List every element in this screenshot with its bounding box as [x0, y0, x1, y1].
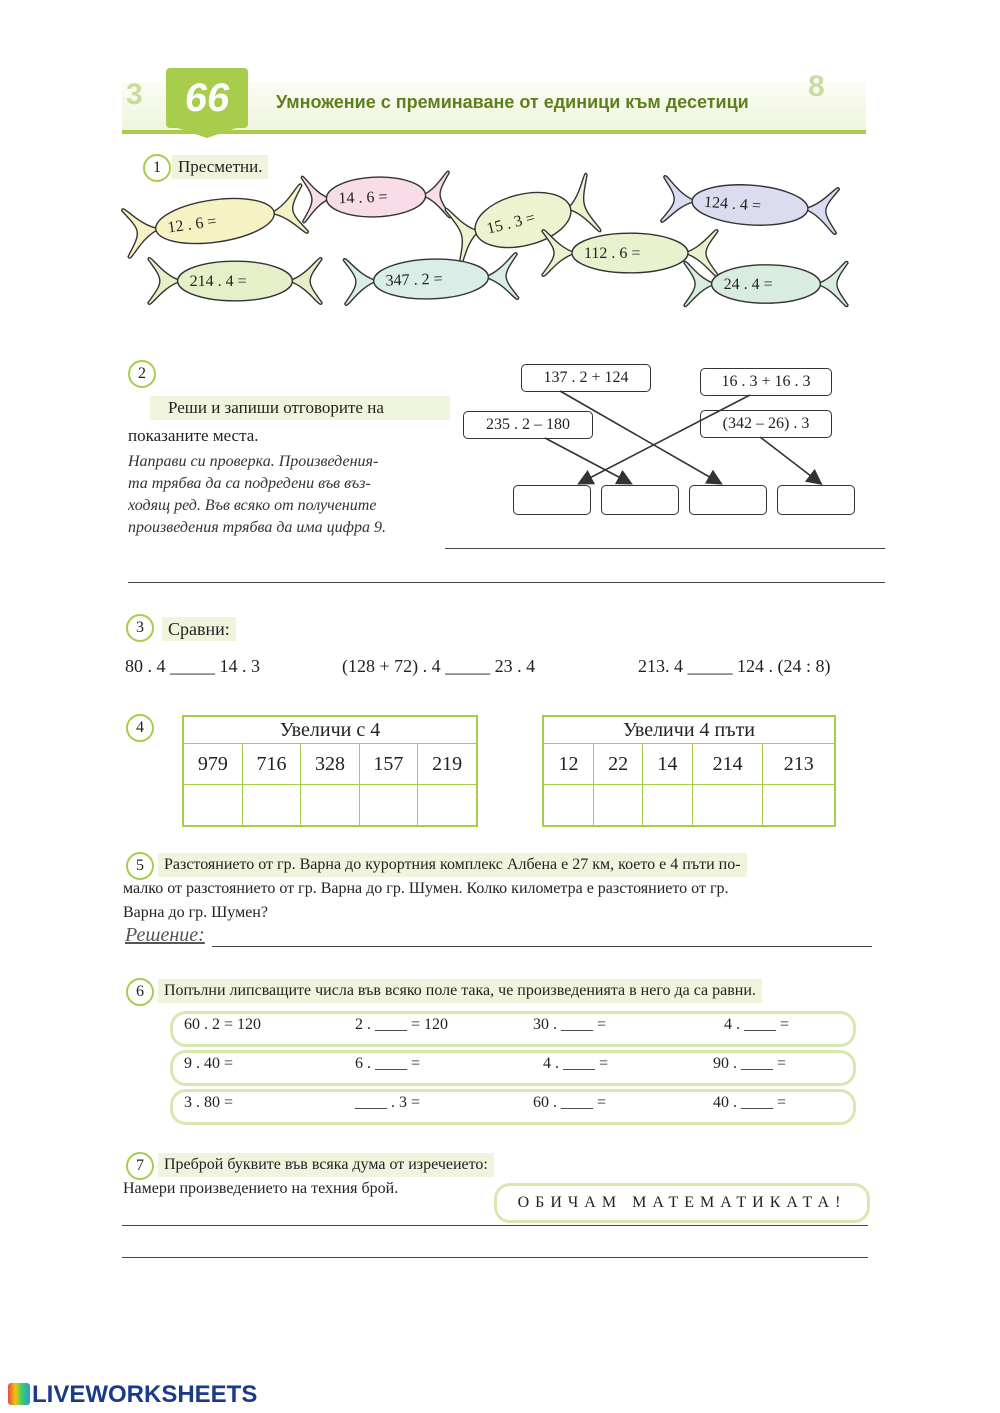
- decorative-digits: 3: [126, 78, 143, 111]
- exercise-2-hint-3: ходящ ред. Във всяко от получените: [128, 497, 377, 514]
- table-increase-4-times: [542, 715, 836, 827]
- exercise-5-line-2: малко от разстоянието от гр. Варна до гр. Шумен. Колко километра е разстоянието от гр.: [123, 880, 729, 897]
- exercise-7-number: 7: [126, 1152, 154, 1180]
- table2-cell: 14: [643, 744, 692, 785]
- equation: 9 . 40 =: [184, 1055, 234, 1072]
- liveworksheets-logo: [8, 1381, 257, 1409]
- table2-answer-cell[interactable]: [692, 785, 763, 827]
- table1-answer-cell[interactable]: [183, 785, 242, 827]
- compare-item-3: 213. 4 _____ 124 . (24 : 8): [638, 656, 831, 676]
- equation: 2 . ____ = 120: [355, 1016, 449, 1033]
- exercise-6-number: 6: [126, 978, 154, 1006]
- equation: 4 . ____ =: [543, 1055, 609, 1072]
- table1-cell: 157: [359, 744, 417, 785]
- table2-cell: 22: [593, 744, 642, 785]
- table-increase-by-4: [182, 715, 478, 827]
- answer-line[interactable]: [122, 1225, 868, 1226]
- decorative-digits-right: 8: [808, 70, 825, 103]
- candy-expression: 124 . 4 =: [703, 193, 762, 215]
- table1-answer-cell[interactable]: [242, 785, 300, 827]
- candy-expression: 24 . 4 =: [723, 276, 773, 293]
- exercise-5-line-1: Разстоянието от гр. Варна до курортния комплекс Албена е 27 км, което е 4 пъти по-: [158, 853, 747, 877]
- exercise-1-instruction: Пресметни.: [172, 155, 268, 179]
- lesson-title: Умножение с преминаване от единици към десетици: [276, 92, 749, 112]
- candy-expression: 347 . 2 =: [385, 270, 443, 290]
- table2-title: Увеличи 4 пъти: [543, 716, 835, 744]
- answer-line[interactable]: [128, 582, 885, 583]
- phrase-box: ОБИЧАМ МАТЕМАТИКАТА!: [494, 1183, 870, 1223]
- table1-cell: 979: [183, 744, 242, 785]
- exercise-5-line-3: Варна до гр. Шумен?: [123, 904, 268, 921]
- table2-answer-cell[interactable]: [543, 785, 593, 827]
- lesson-number: 66: [166, 68, 248, 128]
- candy-expression: 112 . 6 =: [584, 245, 641, 262]
- expression-box-4: (342 – 26) . 3: [700, 410, 832, 438]
- exercise-2-instruction: Реши и запиши отговорите на: [150, 396, 450, 420]
- equation: 40 . ____ =: [713, 1094, 787, 1111]
- arrow-3: [545, 438, 630, 483]
- exercise-2-number: 2: [128, 360, 156, 388]
- compare-item-2: (128 + 72) . 4 _____ 23 . 4: [342, 656, 536, 676]
- table2-cell: 214: [692, 744, 763, 785]
- answer-line[interactable]: [122, 1257, 868, 1258]
- table2-answer-cell[interactable]: [643, 785, 692, 827]
- equation: 30 . ____ =: [533, 1016, 607, 1033]
- exercise-3-number: 3: [126, 614, 154, 642]
- exercise-7-instruction-2: Намери произведението на техния брой.: [123, 1180, 399, 1197]
- exercise-2-hint-1: Направи си проверка. Произведения-: [128, 453, 379, 470]
- answer-box-1[interactable]: [513, 485, 591, 515]
- equation: 3 . 80 =: [184, 1094, 234, 1111]
- table1-answer-cell[interactable]: [301, 785, 359, 827]
- exercise-3-instruction: Сравни:: [162, 617, 236, 641]
- equation: 4 . ____ =: [724, 1016, 790, 1033]
- solution-line[interactable]: [212, 946, 872, 947]
- compare-item-1: 80 . 4 _____ 14 . 3: [125, 656, 260, 676]
- logo-icon: [8, 1383, 30, 1405]
- table1-answer-cell[interactable]: [359, 785, 417, 827]
- expression-box-3: 235 . 2 – 180: [463, 411, 593, 439]
- table1-answer-cell[interactable]: [418, 785, 477, 827]
- arrow-4: [760, 437, 820, 483]
- equation: 60 . ____ =: [533, 1094, 607, 1111]
- exercise-2-hint-2: та трябва да са подредени във въз-: [128, 475, 371, 492]
- arrow-1: [560, 391, 720, 483]
- table1-cell: 328: [301, 744, 359, 785]
- answer-line[interactable]: [445, 548, 885, 549]
- equation: ____ . 3 =: [355, 1094, 421, 1111]
- answer-box-4[interactable]: [777, 485, 855, 515]
- equation: 60 . 2 = 120: [184, 1016, 262, 1033]
- logo-text: LIVEWORKSHEETS: [32, 1381, 258, 1408]
- exercise-2-hint-4: произведения трябва да има цифра 9.: [128, 519, 386, 536]
- expression-box-2: 16 . 3 + 16 . 3: [700, 368, 832, 396]
- table2-cell: 213: [763, 744, 835, 785]
- exercise-6-instruction: Попълни липсващите числа във всяко поле така, че произведенията в него да са равни.: [158, 979, 762, 1003]
- exercise-5-number: 5: [126, 852, 154, 880]
- exercise-7-instruction: Преброй буквите във всяка дума от изречеието:: [158, 1153, 494, 1177]
- exercise-2-instruction-cont: показаните места.: [128, 426, 259, 445]
- candy-expression: 12 . 6 =: [166, 212, 218, 237]
- exercise-1-number: 1: [143, 154, 171, 182]
- solution-label: Решение:: [125, 924, 205, 946]
- table1-cell: 716: [242, 744, 300, 785]
- candy-expression: 15 . 3 =: [485, 209, 537, 238]
- candy-expression: 214 . 4 =: [189, 273, 247, 290]
- equation: 90 . ____ =: [713, 1055, 787, 1072]
- candy-expression: 14 . 6 =: [338, 188, 388, 208]
- answer-box-3[interactable]: [689, 485, 767, 515]
- table1-title: Увеличи с 4: [183, 716, 477, 744]
- table2-cell: 12: [543, 744, 593, 785]
- expression-box-1: 137 . 2 + 124: [521, 364, 651, 392]
- table1-cell: 219: [418, 744, 477, 785]
- table2-answer-cell[interactable]: [593, 785, 642, 827]
- table2-answer-cell[interactable]: [763, 785, 835, 827]
- answer-box-2[interactable]: [601, 485, 679, 515]
- exercise-4-number: 4: [126, 714, 154, 742]
- equation: 6 . ____ =: [355, 1055, 421, 1072]
